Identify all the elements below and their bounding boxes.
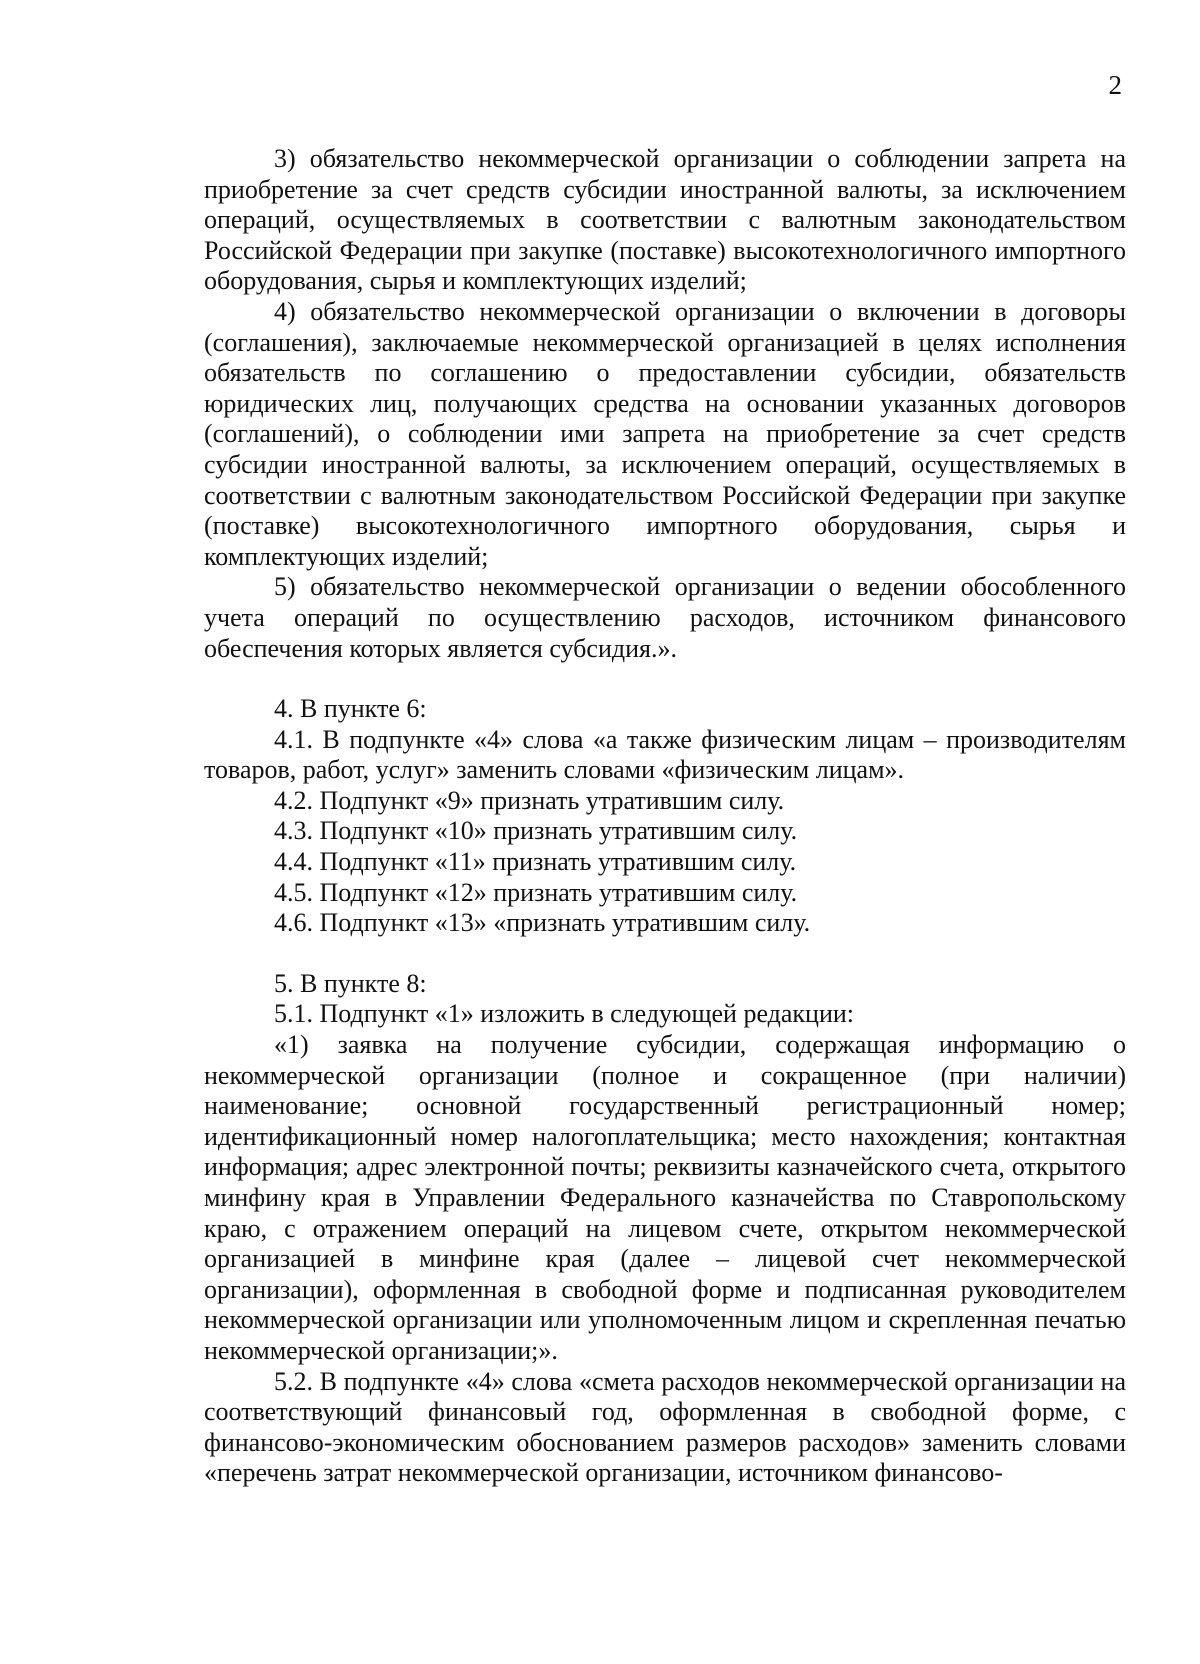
paragraph-4-5: 4.5. Подпункт «12» признать утратившим силу. xyxy=(274,877,798,907)
paragraph-item-4: 4) обязательство некоммерческой организации о включении в договоры (соглашения), заключаемые некоммерческой организацией в целях исполнения обязательств по соглашению о предоставлении субсидии, обязательств юридических лиц, получающих средства на основании указанных договоров (соглашений), о соблюдении ими запрета на приобретение за счет средств субсидии иностранной валюты, за исключением операций, осуществляемых в соответствии с валютным законодательством Российской Федерации при закупке (поставке) высокотехнологичного импортного оборудования, сырья и комплектующих изделий; xyxy=(204,296,1126,571)
paragraph-item-5: 5) обязательство некоммерческой организации о ведении обособленного учета операций по осуществлению расходов, источником финансового обеспечения которых является субсидия.». xyxy=(204,572,1126,663)
paragraph-5-1: 5.1. Подпункт «1» изложить в следующей редакции: xyxy=(274,999,855,1029)
paragraph-4-3: 4.3. Подпункт «10» признать утратившим силу. xyxy=(274,816,798,846)
paragraph-5-2: 5.2. В подпункте «4» слова «смета расходов некоммерческой организации на соответствующий финансовый год, оформленная в свободной форме, с финансово-экономическим обоснованием размеров расходов» заменить словами «перечень затрат некоммерческой организации, источником финансово- xyxy=(204,1366,1126,1488)
document-body xyxy=(204,144,1126,1489)
section-heading-5: 5. В пункте 8: xyxy=(274,968,427,998)
quoted-subparagraph-1: «1) заявка на получение субсидии, содержащая информацию о некоммерческой организации (полное и сокращенное (при наличии) наименование; основной государственный регистрационный номер; идентификационный номер налогоплательщика; место нахождения; контактная информация; адрес электронной почты; реквизиты казначейского счета, открытого минфину края в Управлении Федерального казначейства по Ставропольскому краю, с отражением операций на лицевом счете, открытом некоммерческой организацией в минфине края (далее – лицевой счет некоммерческой организации), оформленная в свободной форме и подписанная руководителем некоммерческой организации или уполномоченным лицом и скрепленная печатью некоммерческой организации;». xyxy=(204,1030,1126,1365)
paragraph-4-6: 4.6. Подпункт «13» «признать утратившим силу. xyxy=(274,908,811,938)
paragraph-4-2: 4.2. Подпункт «9» признать утратившим силу. xyxy=(274,785,785,815)
section-heading-4: 4. В пункте 6: xyxy=(274,694,427,724)
paragraph-4-4: 4.4. Подпункт «11» признать утратившим силу. xyxy=(274,847,797,877)
paragraph-4-1: 4.1. В подпункте «4» слова «а также физическим лицам – производителям товаров, работ, услуг» заменить словами «физическим лицам». xyxy=(204,724,1126,785)
paragraph-item-3: 3) обязательство некоммерческой организации о соблюдении запрета на приобретение за счет средств субсидии иностранной валюты, за исключением операций, осуществляемых в соответствии с валютным законодательством Российской Федерации при закупке (поставке) высокотехнологичного импортного оборудования, сырья и комплектующих изделий; xyxy=(204,144,1126,296)
page-number: 2 xyxy=(1108,70,1122,100)
